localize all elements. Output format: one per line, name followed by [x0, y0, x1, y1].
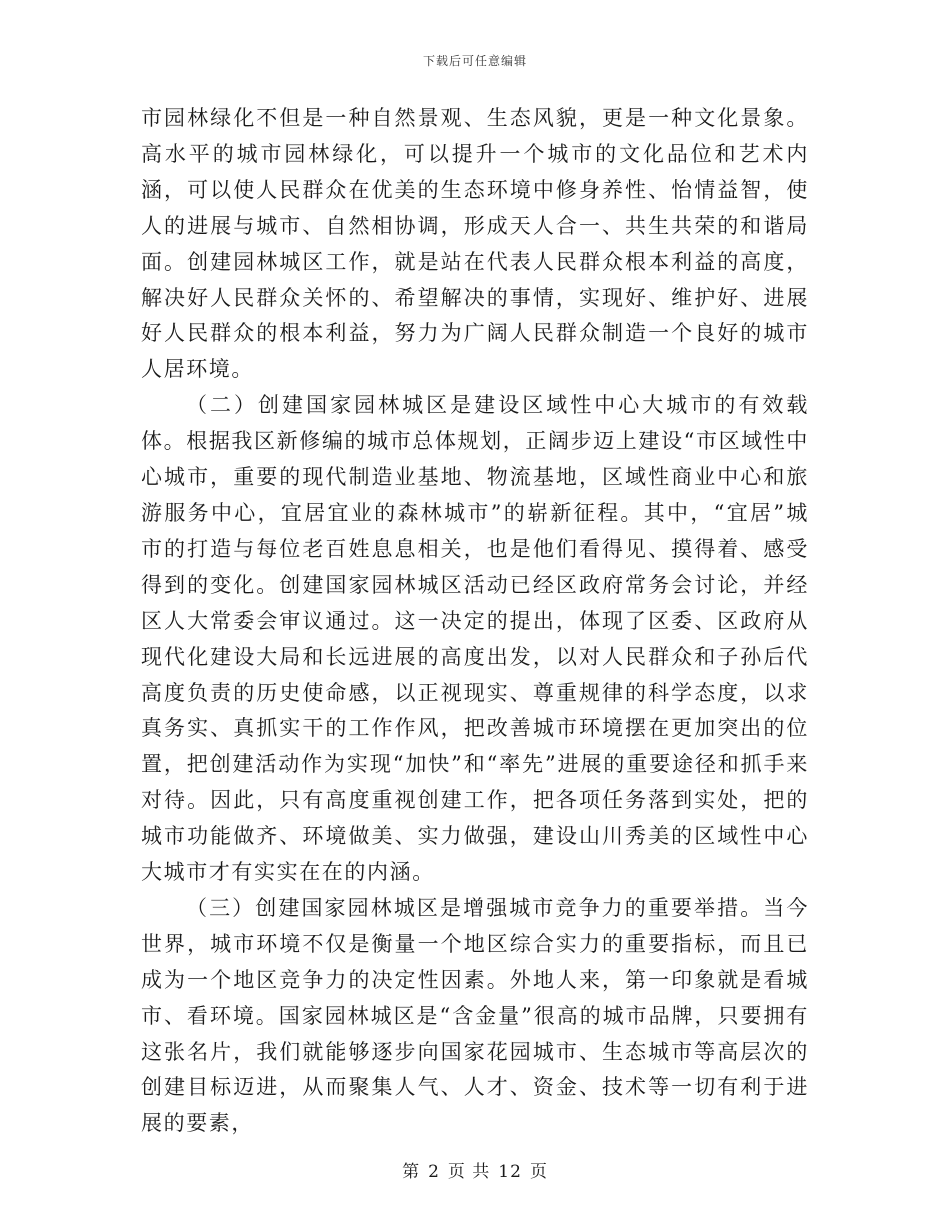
- page-footer: [0, 1157, 950, 1182]
- paragraph-3: （三）创建国家园林城区是增强城市竞争力的重要举措。当今世界，城市环境不仅是衡量一个地区综合实力的重要指标，而且已成为一个地区竞争力的决定性因素。外地人来，第一印象就是看城市、看环境。国家园林城区是“含金量”很高的城市品牌，只要拥有这张名片，我们就能够逐步向国家花园城市、生态城市等高层次的创建目标迈进，从而聚集人气、人才、资金、技术等一切有利于进展的要素，: [141, 895, 809, 1136]
- paragraph-1: 市园林绿化不但是一种自然景观、生态风貌，更是一种文化景象。高水平的城市园林绿化，可以提升一个城市的文化品位和艺术内涵，可以使人民群众在优美的生态环境中修身养性、怡情益智，使人的进展与城市、自然相协调，形成天人合一、共生共荣的和谐局面。创建园林城区工作，就是站在代表人民群众根本利益的高度，解决好人民群众关怀的、希望解决的事情，实现好、维护好、进展好人民群众的根本利益，努力为广阔人民群众制造一个良好的城市人居环境。: [141, 106, 809, 382]
- document-body: [141, 101, 809, 1142]
- footer-middle: 页 共: [447, 1162, 491, 1182]
- footer-suffix: 页: [529, 1162, 548, 1182]
- footer-page-number: 2: [428, 1162, 440, 1182]
- page-header: 下载后可任意编辑: [422, 54, 527, 68]
- footer-total-pages: 12: [498, 1162, 522, 1182]
- paragraph-2: （二）创建国家园林城区是建设区域性中心大城市的有效载体。根据我区新修编的城市总体规划，正阔步迈上建设“市区域性中心城市，重要的现代制造业基地、物流基地，区域性商业中心和旅游服务中心，宜居宜业的森林城市”的崭新征程。其中，“宜居”城市的打造与每位老百姓息息相关，也是他们看得见、摸得着、感受得到的变化。创建国家园林城区活动已经区政府常务会讨论，并经区人大常委会审议通过。这一决定的提出，体现了区委、区政府从现代化建设大局和长远进展的高度出发，以对人民群众和子孙后代高度负责的历史使命感，以正视现实、尊重规律的科学态度，以求真务实、真抓实干的工作作风，把改善城市环境摆在更加突出的位置，把创建活动作为实现“加快”和“率先”进展的重要途径和抓手来对待。因此，只有高度重视创建工作，把各项任务落到实处，把的城市功能做齐、环境做美、实力做强，建设山川秀美的区域性中心大城市才有实实在在的内涵。: [141, 393, 809, 885]
- footer-prefix: 第: [402, 1162, 421, 1182]
